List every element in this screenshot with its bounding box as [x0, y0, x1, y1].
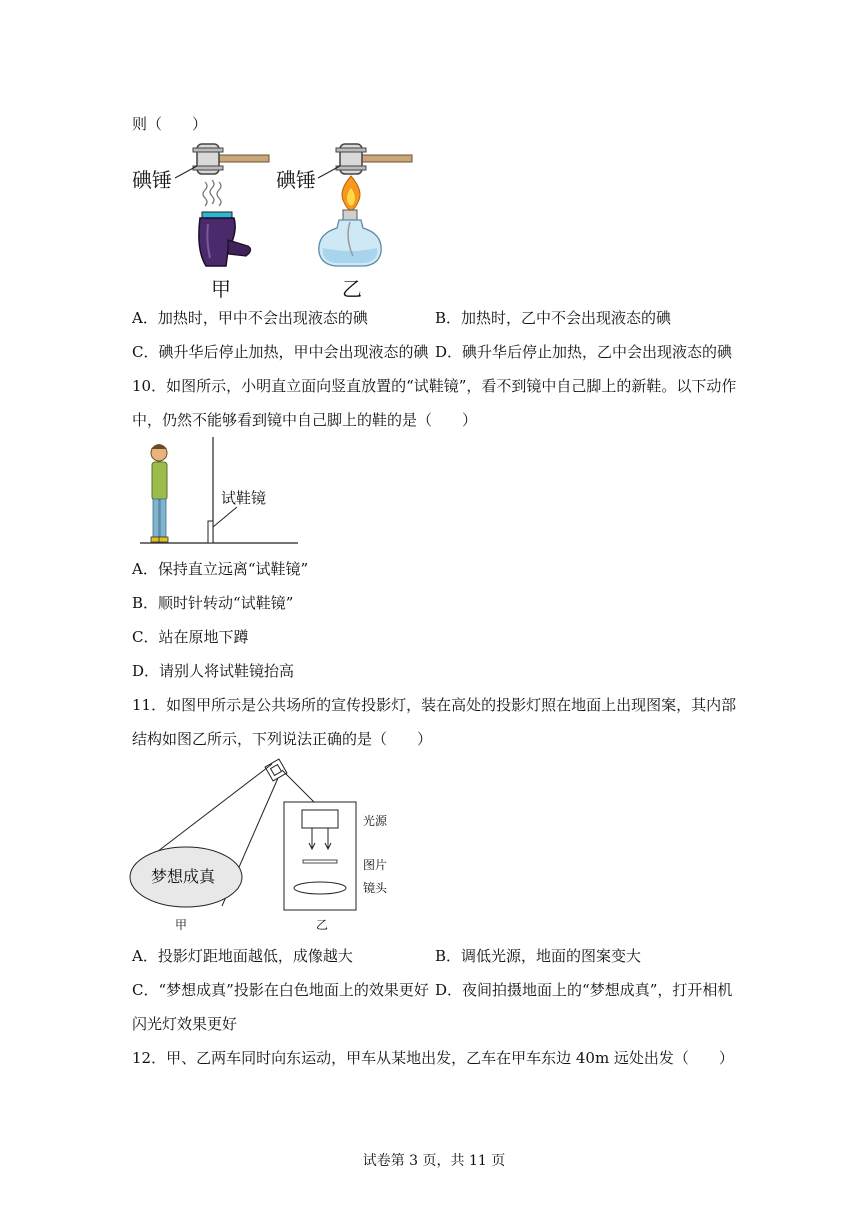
q11-stem-line1: 11．如图甲所示是公共场所的宣传投影灯，装在高处的投影灯照在地面上出现图案，其内部	[132, 696, 737, 714]
q11-caption-yi: 乙	[316, 918, 329, 932]
q11-label-picture: 图片	[363, 858, 388, 872]
flame-icon	[337, 176, 365, 210]
leader-line-jia	[175, 160, 205, 180]
q9-caption-jia: 甲	[211, 277, 231, 301]
q9-option-a: A．加热时，甲中不会出现液态的碘	[132, 309, 368, 327]
q9-option-b: B．加热时，乙中不会出现液态的碘	[435, 309, 672, 327]
q11-option-b: B．调低光源，地面的图案变大	[435, 947, 642, 965]
q10-option-b: B．顺时针转动“试鞋镜”	[132, 594, 294, 612]
q11-label-lens: 镜头	[363, 881, 388, 895]
q10-stem-line2: 中，仍然不能够看到镜中自己脚上的鞋的是（ ）	[132, 411, 478, 429]
q9-caption-yi: 乙	[342, 277, 362, 301]
hair-dryer-icon	[188, 210, 258, 270]
q10-option-a: A．保持直立远离“试鞋镜”	[132, 560, 309, 578]
q9-label-hammer-jia: 碘锤	[132, 168, 172, 192]
alcohol-lamp-icon	[315, 208, 385, 268]
q10-option-d: D．请别人将试鞋镜抬高	[132, 662, 295, 680]
q9-stem-tail: 则（ ）	[132, 115, 208, 133]
q11-label-light: 光源	[363, 814, 388, 828]
heat-waves-icon	[200, 180, 224, 206]
q11-option-d-line1: D．夜间拍摄地面上的“梦想成真”，打开相机	[435, 981, 733, 999]
q11-option-c: C．“梦想成真”投影在白色地面上的效果更好	[132, 981, 429, 999]
q10-option-c: C．站在原地下蹲	[132, 628, 249, 646]
q9-option-d: D．碘升华后停止加热，乙中会出现液态的碘	[435, 343, 733, 361]
q10-stem-line1: 10．如图所示，小明直立面向竖直放置的“试鞋镜”，看不到镜中自己脚上的新鞋。以下动作	[132, 377, 737, 395]
q10-label-mirror: 试鞋镜	[221, 489, 267, 507]
q11-option-a: A．投影灯距地面越低，成像越大	[132, 947, 353, 965]
page-footer: 试卷第 3 页，共 11 页	[362, 1153, 506, 1169]
q11-caption-jia: 甲	[175, 918, 188, 932]
projector-diagram	[128, 756, 408, 926]
q9-label-hammer-yi: 碘锤	[276, 168, 316, 192]
q11-stem-line2: 结构如图乙所示，下列说法正确的是（ ）	[132, 730, 433, 748]
q9-option-c: C．碘升华后停止加热，甲中会出现液态的碘	[132, 343, 429, 361]
q11-ellipse-text: 梦想成真	[151, 867, 216, 886]
shoe-mirror-diagram	[135, 435, 305, 550]
q11-option-d-line2: 闪光灯效果更好	[132, 1015, 238, 1033]
q12-stem: 12．甲、乙两车同时向东运动，甲车从某地出发，乙车在甲车东边 40m 远处出发（ ）	[132, 1049, 734, 1067]
